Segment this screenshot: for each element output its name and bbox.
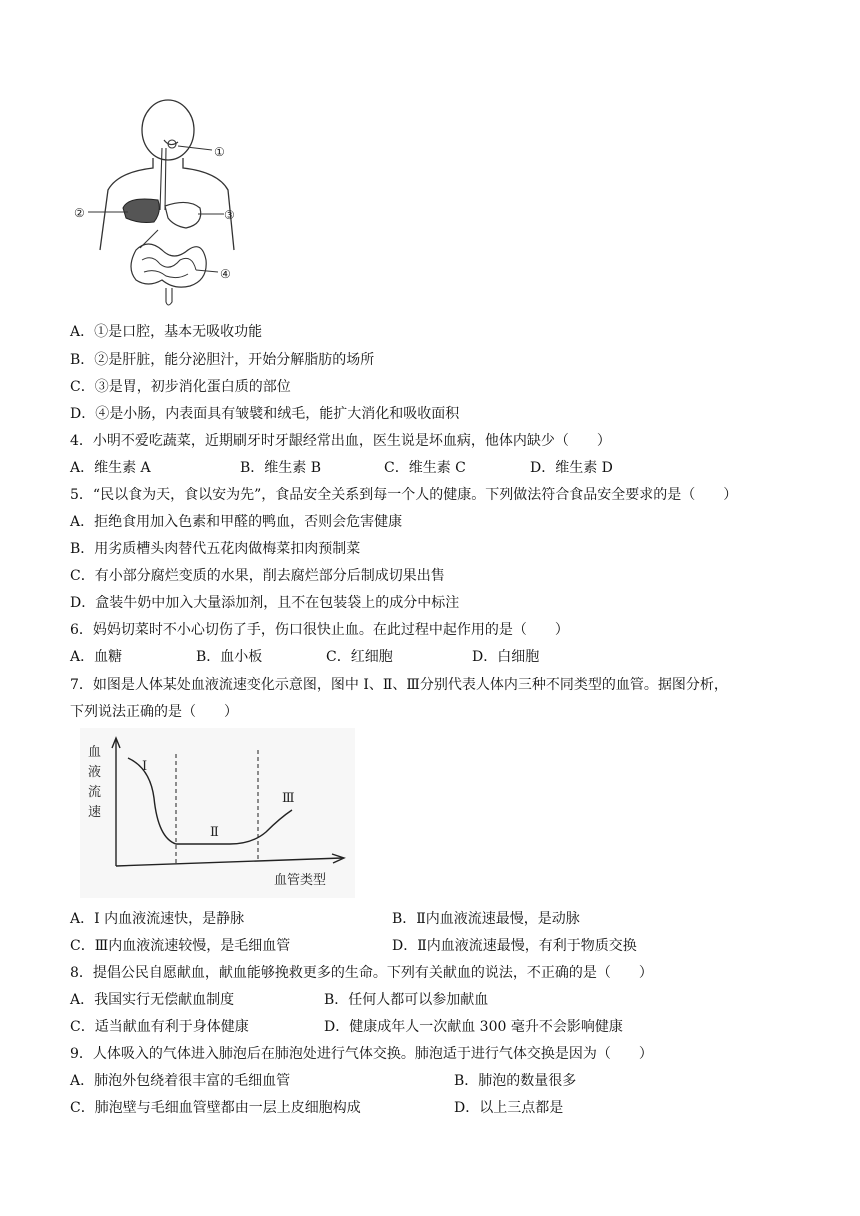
q8-stem: 8．提倡公民自愿献血，献血能够挽救更多的生命。下列有关献血的说法，不正确的是（ ） — [70, 965, 653, 981]
q7-stem-line1: 7．如图是人体某处血液流速变化示意图，图中 I、Ⅱ、Ⅲ分别代表人体内三种不同类型的血管。据图分析， — [70, 677, 728, 693]
q6-option-a: A．血糖 — [70, 649, 123, 665]
q7-option-d: D．Ⅱ内血液流速最慢，有利于物质交换 — [392, 938, 637, 954]
q8-option-c: C．适当献血有利于身体健康 — [70, 1019, 249, 1035]
ylabel-char-4: 速 — [88, 805, 102, 820]
q8-option-a: A．我国实行无偿献血制度 — [70, 992, 235, 1008]
q6-option-c: C．红细胞 — [326, 649, 393, 665]
ylabel-char-3: 流 — [88, 785, 102, 800]
q6-option-b: B．血小板 — [196, 649, 263, 665]
q9-option-b: B．肺泡的数量很多 — [454, 1073, 577, 1089]
q9-option-c: C．肺泡壁与毛细血管壁都由一层上皮细胞构成 — [70, 1100, 361, 1116]
label-1: ① — [214, 145, 225, 159]
q3-option-d: D．④是小肠，内表面具有皱襞和绒毛，能扩大消化和吸收面积 — [70, 406, 460, 422]
label-2: ② — [74, 206, 85, 220]
q5-option-d: D．盒装牛奶中加入大量添加剂，且不在包装袋上的成分中标注 — [70, 595, 460, 611]
label-3: ③ — [224, 208, 235, 222]
q6-stem: 6．妈妈切菜时不小心切伤了手，伤口很快止血。在此过程中起作用的是（ ） — [70, 622, 569, 638]
q7-option-c: C．Ⅲ内血液流速较慢，是毛细血管 — [70, 938, 291, 954]
q7-option-a: A．I 内血液流速快，是静脉 — [70, 911, 245, 927]
q7-stem-line2: 下列说法正确的是（ ） — [70, 704, 238, 720]
q5-option-c: C．有小部分腐烂变质的水果，削去腐烂部分后制成切果出售 — [70, 568, 445, 584]
q4-stem: 4．小明不爱吃蔬菜，近期刷牙时牙龈经常出血，医生说是坏血病，他体内缺少（ ） — [70, 433, 611, 449]
segment-label-3: Ⅲ — [282, 791, 295, 806]
q4-option-b: B．维生素 B — [240, 460, 322, 476]
q8-option-b: B．任何人都可以参加献血 — [324, 992, 489, 1008]
label-4: ④ — [220, 267, 231, 281]
digestive-system-figure — [74, 100, 248, 310]
ylabel-char-2: 液 — [88, 765, 102, 780]
q5-option-a: A．拒绝食用加入色素和甲醛的鸭血，否则会危害健康 — [70, 514, 403, 530]
q4-option-c: C．维生素 C — [384, 460, 466, 476]
ylabel-char-1: 血 — [88, 745, 102, 760]
xlabel: 血管类型 — [274, 873, 327, 888]
q8-option-d: D．健康成年人一次献血 300 毫升不会影响健康 — [324, 1019, 623, 1035]
q9-option-a: A．肺泡外包绕着很丰富的毛细血管 — [70, 1073, 291, 1089]
q5-stem: 5．“民以食为天，食以安为先”，食品安全关系到每一个人的健康。下列做法符合食品安全要求的是（ ） — [70, 487, 738, 503]
q9-stem: 9．人体吸入的气体进入肺泡后在肺泡处进行气体交换。肺泡适于进行气体交换是因为（ ） — [70, 1046, 653, 1062]
blood-flow-figure — [80, 728, 355, 898]
q6-option-d: D．白细胞 — [472, 649, 540, 665]
q7-option-b: B．Ⅱ内血液流速最慢，是动脉 — [392, 911, 580, 927]
q9-option-d: D．以上三点都是 — [454, 1100, 564, 1116]
q5-option-b: B．用劣质槽头肉替代五花肉做梅菜扣肉预制菜 — [70, 541, 361, 557]
segment-label-2: Ⅱ — [210, 825, 219, 840]
q3-option-a: A．①是口腔，基本无吸收功能 — [70, 324, 263, 340]
q3-option-c: C．③是胃，初步消化蛋白质的部位 — [70, 379, 291, 395]
q4-option-a: A．维生素 A — [70, 460, 151, 476]
q4-option-d: D．维生素 D — [530, 460, 613, 476]
q3-option-b: B．②是肝脏，能分泌胆汁，开始分解脂肪的场所 — [70, 352, 375, 368]
segment-label-1: I — [142, 759, 148, 774]
